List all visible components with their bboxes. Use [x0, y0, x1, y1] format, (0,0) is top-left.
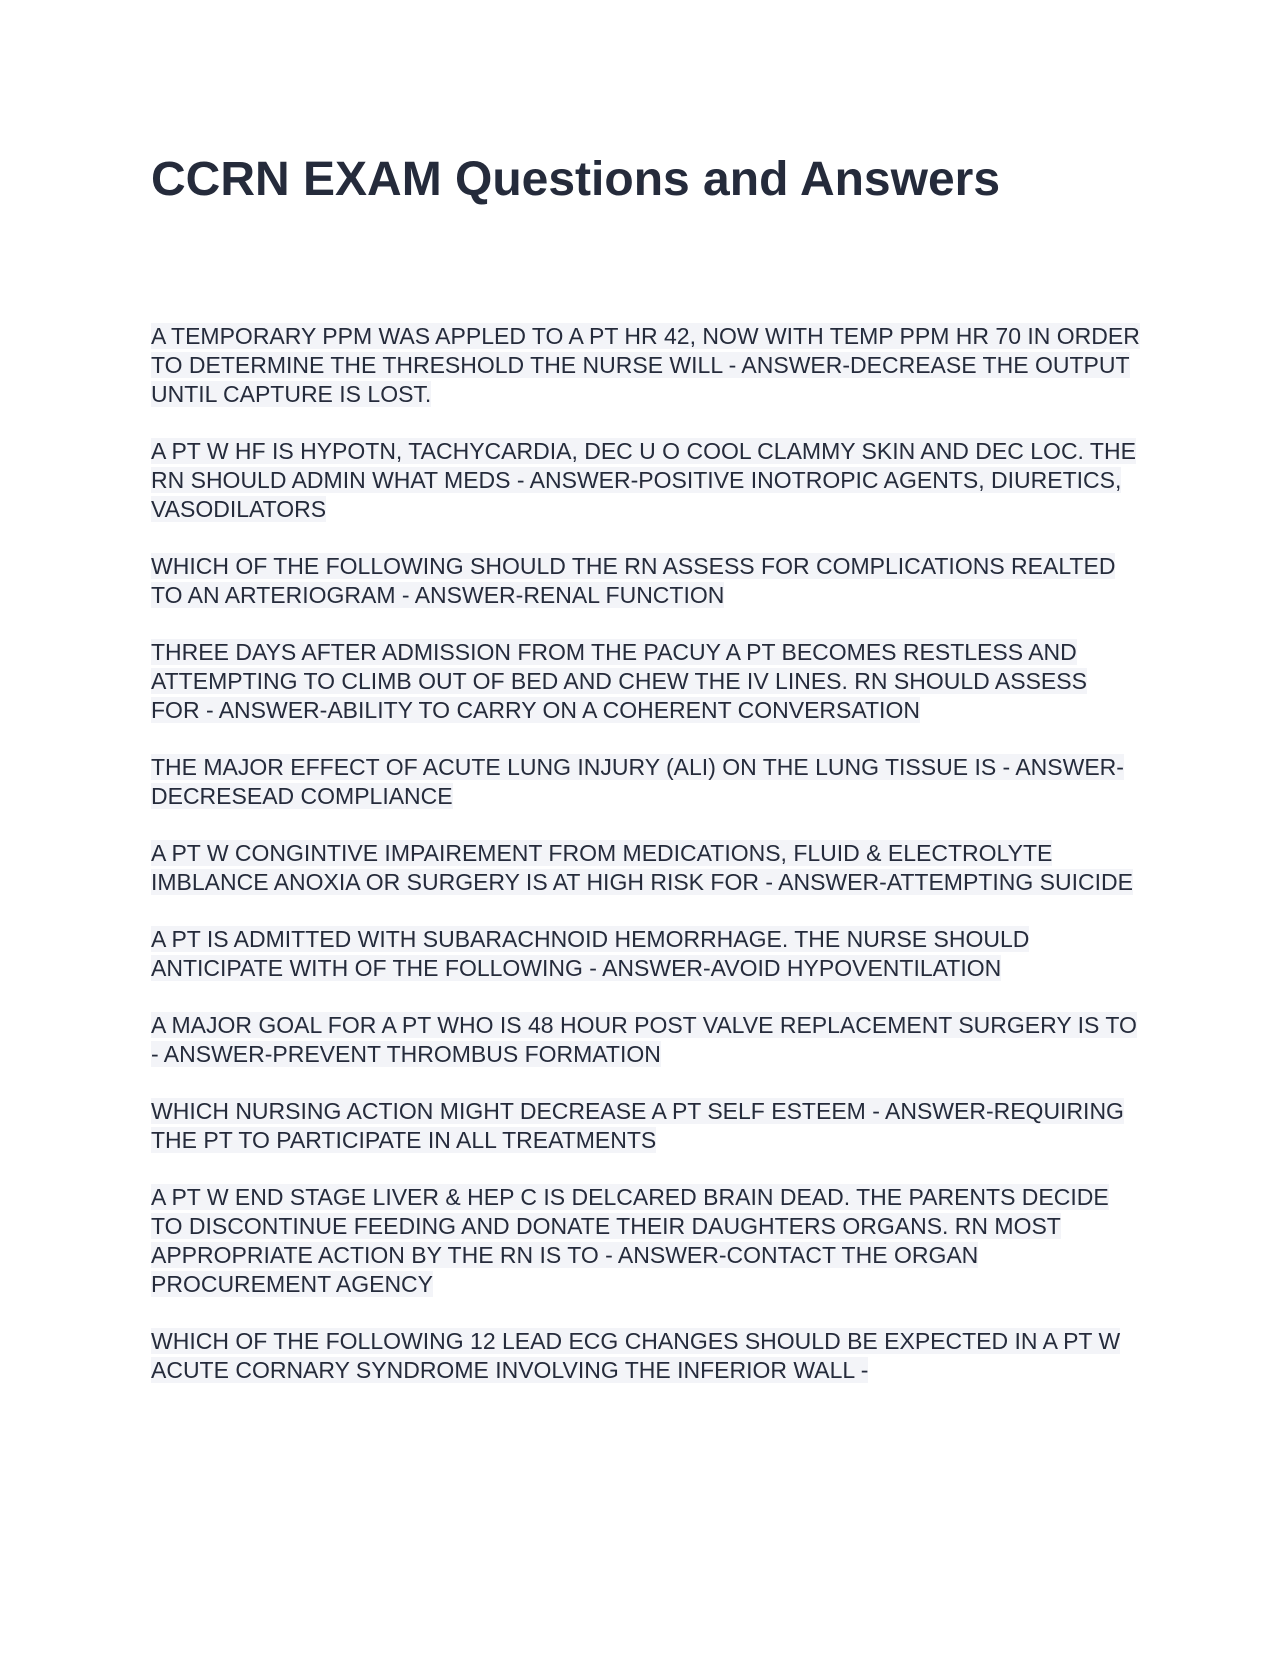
qa-text: A TEMPORARY PPM WAS APPLED TO A PT HR 42, NOW WITH TEMP PPM HR 70 IN ORDER TO DETERMINE THE THRESHOLD THE NURSE WILL - ANSWER-DECREASE THE OUTPUT UNTIL CAPTURE IS LOST.	[151, 323, 1140, 407]
qa-text: WHICH OF THE FOLLOWING SHOULD THE RN ASSESS FOR COMPLICATIONS REALTED TO AN ARTERIOGRAM - ANSWER-RENAL FUNCTION	[151, 553, 1116, 608]
qa-item	[151, 839, 1141, 897]
qa-text: THE MAJOR EFFECT OF ACUTE LUNG INJURY (ALI) ON THE LUNG TISSUE IS - ANSWER-DECRESEAD COMPLIANCE	[151, 754, 1124, 809]
qa-item	[151, 1097, 1141, 1155]
qa-item	[151, 925, 1141, 983]
qa-text: A PT W END STAGE LIVER & HEP C IS DELCARED BRAIN DEAD. THE PARENTS DECIDE TO DISCONTINUE FEEDING AND DONATE THEIR DAUGHTERS ORGANS. RN MOST APPROPRIATE ACTION BY THE RN IS TO - ANSWER-CONTACT THE ORGAN PROCUREMENT AGENCY	[151, 1184, 1109, 1297]
qa-list	[151, 322, 1141, 1413]
qa-item	[151, 753, 1141, 811]
qa-item	[151, 437, 1141, 524]
qa-text: A PT IS ADMITTED WITH SUBARACHNOID HEMORRHAGE. THE NURSE SHOULD ANTICIPATE WITH OF THE FOLLOWING - ANSWER-AVOID HYPOVENTILATION	[151, 926, 1030, 981]
qa-item	[151, 552, 1141, 610]
qa-text: A PT W HF IS HYPOTN, TACHYCARDIA, DEC U O COOL CLAMMY SKIN AND DEC LOC. THE RN SHOULD ADMIN WHAT MEDS - ANSWER-POSITIVE INOTROPIC AGENTS, DIURETICS, VASODILATORS	[151, 438, 1136, 522]
qa-item	[151, 1327, 1141, 1385]
qa-text: WHICH NURSING ACTION MIGHT DECREASE A PT SELF ESTEEM - ANSWER-REQUIRING THE PT TO PARTICIPATE IN ALL TREATMENTS	[151, 1098, 1124, 1153]
qa-text: WHICH OF THE FOLLOWING 12 LEAD ECG CHANGES SHOULD BE EXPECTED IN A PT W ACUTE CORNARY SYNDROME INVOLVING THE INFERIOR WALL -	[151, 1328, 1121, 1383]
qa-text: THREE DAYS AFTER ADMISSION FROM THE PACUY A PT BECOMES RESTLESS AND ATTEMPTING TO CLIMB OUT OF BED AND CHEW THE IV LINES. RN SHOULD ASSESS FOR - ANSWER-ABILITY TO CARRY ON A COHERENT CONVERSATION	[151, 639, 1087, 723]
qa-item	[151, 1011, 1141, 1069]
qa-item	[151, 322, 1141, 409]
qa-item	[151, 638, 1141, 725]
page-title: CCRN EXAM Questions and Answers	[151, 153, 1001, 206]
qa-text: A MAJOR GOAL FOR A PT WHO IS 48 HOUR POST VALVE REPLACEMENT SURGERY IS TO - ANSWER-PREVENT THROMBUS FORMATION	[151, 1012, 1137, 1067]
qa-text: A PT W CONGINTIVE IMPAIREMENT FROM MEDICATIONS, FLUID & ELECTROLYTE IMBLANCE ANOXIA OR SURGERY IS AT HIGH RISK FOR - ANSWER-ATTEMPTING SUICIDE	[151, 840, 1133, 895]
qa-item	[151, 1183, 1141, 1299]
